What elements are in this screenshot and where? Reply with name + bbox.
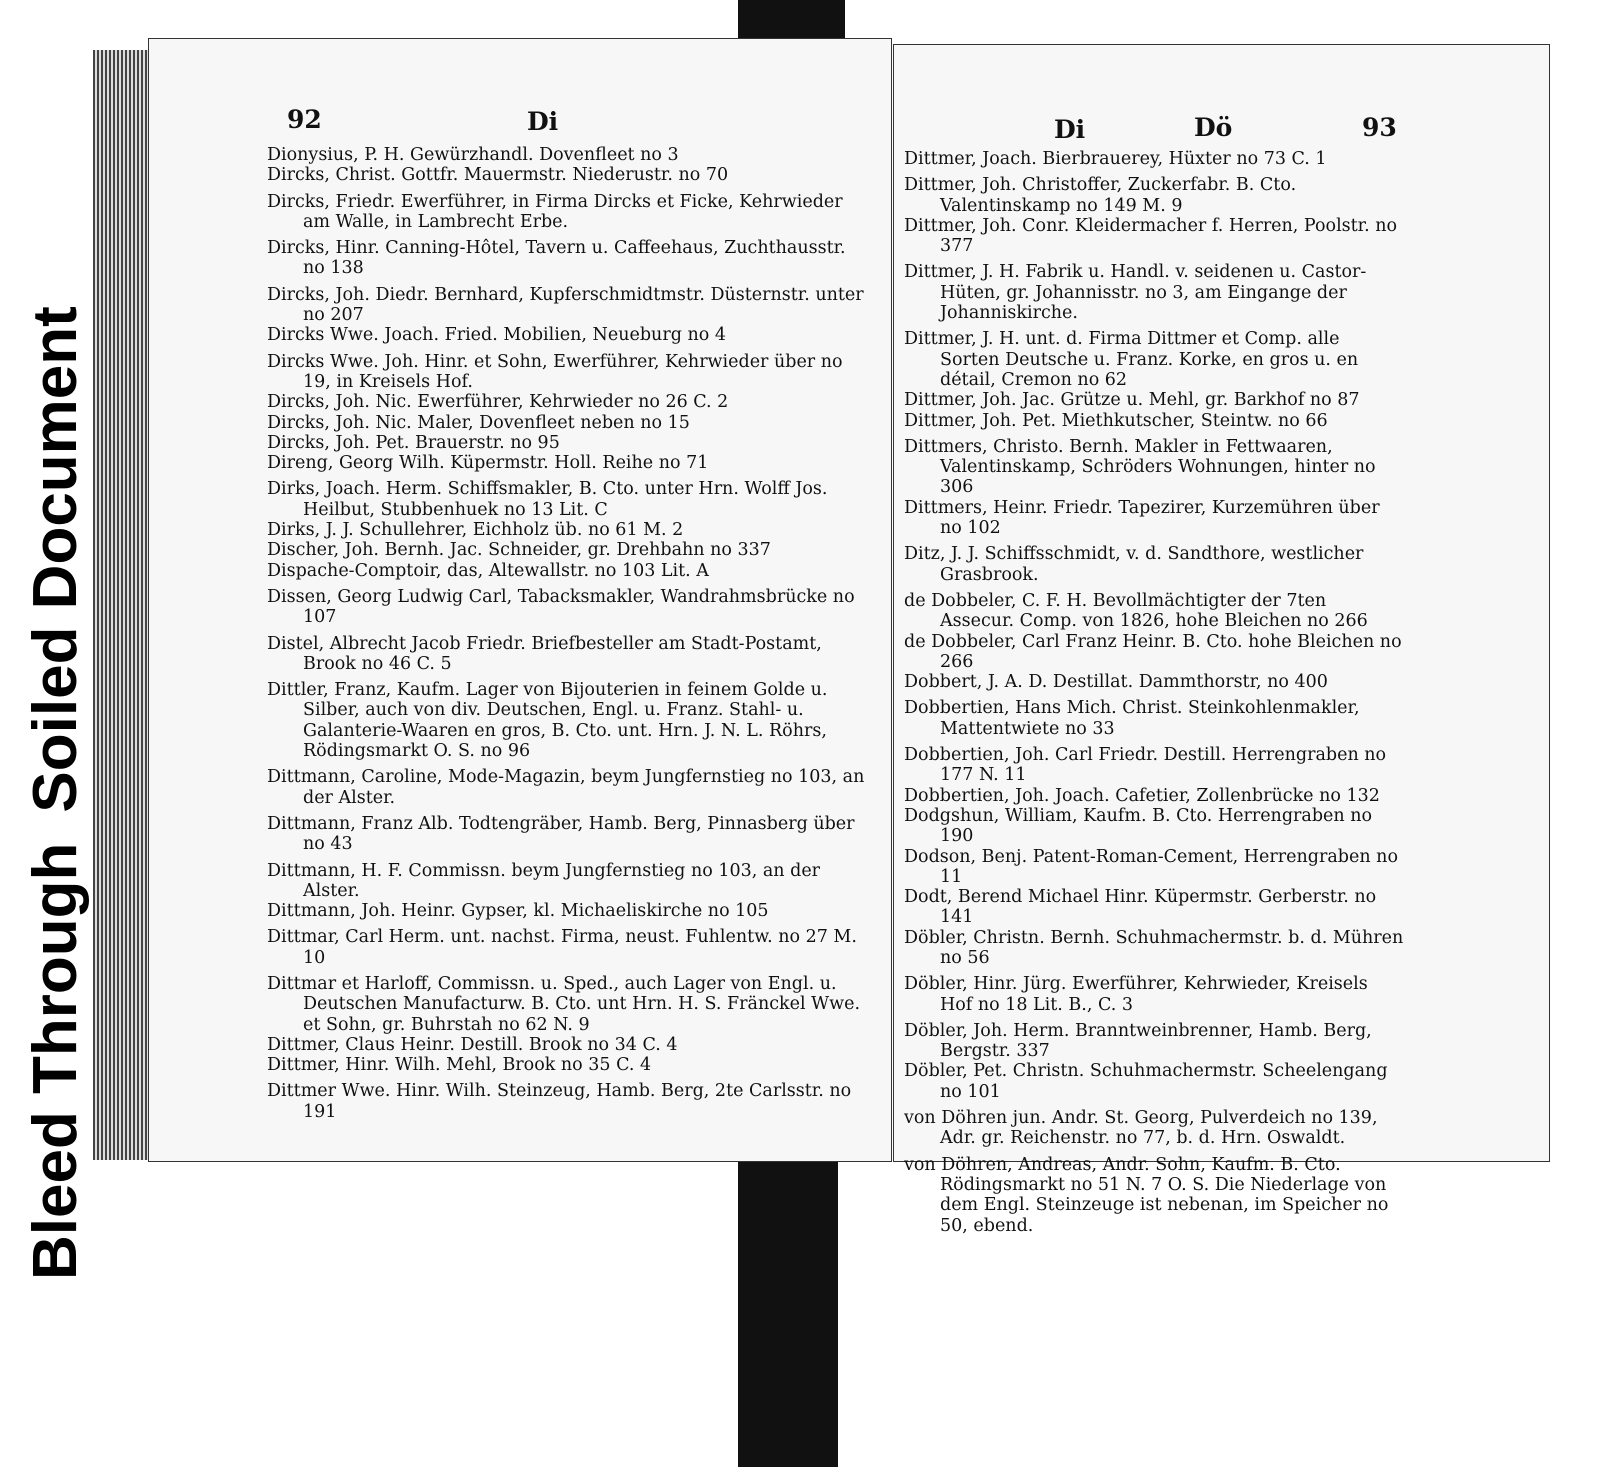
directory-entry: Dittmer, Joh. Conr. Kleidermacher f. Herren, Poolstr. no 377: [904, 215, 1398, 257]
open-book: [93, 38, 1453, 1236]
directory-entry: Dirks, Joach. Herm. Schiffsmakler, B. Cto. unter Hrn. Wolff Jos. Heilbut, Stubbenhuek no 13 Lit. C: [267, 479, 828, 520]
directory-entry: Dobbertien, Hans Mich. Christ. Steinkohlenmakler, Mattentwiete no 33: [904, 698, 1360, 739]
directory-entry: Dittmer, Joach. Bierbrauerey, Hüxter no 73 C. 1: [904, 149, 1327, 169]
directory-entry: Dittmer, J. H. unt. d. Firma Dittmer et Comp. alle Sorten Deutsche u. Franz. Korke, en gros u. en détail, Cremon no 62: [904, 329, 1359, 390]
directory-entry: Dodson, Benj. Patent-Roman-Cement, Herrengraben no 11: [904, 846, 1398, 887]
directory-entry: Dobbert, J. A. D. Destillat. Dammthorstr, no 400: [904, 672, 1328, 693]
directory-entry: Dittmann, H. F. Commissn. beym Jungfernstieg no 103, an der Alster.: [267, 860, 821, 901]
directory-entry: Dircks Wwe. Joach. Fried. Mobilien, Neueburg no 4: [267, 325, 726, 346]
directory-entry: Dittmer Wwe. Hinr. Wilh. Steinzeug, Hamb. Berg, 2te Carlsstr. no 191: [267, 1081, 852, 1122]
directory-entry: Dittmer, Hinr. Wilh. Mehl, Brook no 35 C. 4: [267, 1055, 652, 1076]
running-heading-right: Dö: [1194, 113, 1233, 142]
directory-entry: Dittmer, Joh. Jac. Grütze u. Mehl, gr. Barkhof no 87: [904, 390, 1360, 411]
directory-entry: Döbler, Hinr. Jürg. Ewerführer, Kehrwieder, Kreisels Hof no 18 Lit. B., C. 3: [904, 974, 1368, 1015]
directory-entry: Distel, Albrecht Jacob Friedr. Briefbesteller am Stadt-Postamt, Brook no 46 C. 5: [267, 633, 822, 674]
directory-entry: Dircks, Joh. Nic. Maler, Dovenfleet neben no 15: [267, 412, 690, 433]
directory-entry: Dittmer, J. H. Fabrik u. Handl. v. seidenen u. Castor-Hüten, gr. Johannisstr. no 3, am Eingange der Johanniskirche.: [904, 262, 1367, 324]
page-number: 93: [1362, 113, 1397, 142]
directory-entry: Döbler, Christn. Bernh. Schuhmachermstr. b. d. Mühren no 56: [904, 927, 1404, 968]
directory-entry: von Döhren, Andreas, Andr. Sohn, Kaufm. B. Cto. Rödingsmarkt no 51 N. 7 O. S. Die Niederlage von dem Engl. Steinzeuge ist nebenan, im Speicher no 50, ebend.: [904, 1154, 1389, 1236]
directory-entry: de Dobbeler, Carl Franz Heinr. B. Cto. hohe Bleichen no 266: [904, 631, 1402, 672]
stamp-text-soiled-document: Soiled Document: [21, 306, 90, 813]
directory-entry: Dircks Wwe. Joh. Hinr. et Sohn, Ewerführer, Kehrwieder über no 19, in Kreisels Hof.: [267, 351, 843, 392]
directory-entry: Döbler, Joh. Herm. Branntweinbrenner, Hamb. Berg, Bergstr. 337: [904, 1020, 1372, 1062]
directory-entry: Dittmers, Christo. Bernh. Makler in Fettwaaren, Valentinskamp, Schröders Wohnungen, hinter no 306: [904, 436, 1376, 498]
directory-entry: Discher, Joh. Bernh. Jac. Schneider, gr. Drehbahn no 337: [267, 540, 771, 561]
directory-entry: Dircks, Joh. Nic. Ewerführer, Kehrwieder no 26 C. 2: [267, 392, 729, 413]
directory-entry: Dittmer, Claus Heinr. Destill. Brook no 34 C. 4: [267, 1034, 678, 1055]
running-heading-left: Di: [1054, 115, 1086, 144]
directory-entry: de Dobbeler, C. F. H. Bevollmächtigter der 7ten Assecur. Comp. von 1826, hohe Bleichen no 266: [904, 590, 1368, 632]
directory-entry: Dittmer, Joh. Christoffer, Zuckerfabr. B. Cto. Valentinskamp no 149 M. 9: [904, 175, 1297, 216]
directory-entry: Dittmar et Harloff, Commissn. u. Sped., auch Lager von Engl. u. Deutschen Manufacturw. B. Cto. unt Hrn. H. S. Fränckel Wwe. et Sohn, gr. Buhrstah no 62 N. 9: [267, 973, 861, 1035]
page-edges: [93, 50, 153, 1160]
directory-entry: Ditz, J. J. Schiffsschmidt, v. d. Sandthore, westlicher Grasbrook.: [904, 544, 1364, 585]
directory-entry: Dirks, J. J. Schullehrer, Eichholz üb. no 61 M. 2: [267, 520, 684, 541]
directory-entry: Dittmer, Joh. Pet. Miethkutscher, Steintw. no 66: [904, 410, 1328, 431]
directory-entry: Dircks, Joh. Diedr. Bernhard, Kupferschmidtmstr. Düsternstr. unter no 207: [267, 284, 864, 326]
directory-entry: Dissen, Georg Ludwig Carl, Tabacksmakler, Wandrahmsbrücke no 107: [267, 586, 855, 628]
directory-entry: Dionysius, P. H. Gewürzhandl. Dovenfleet no 3: [267, 145, 679, 165]
directory-entry: Dodt, Berend Michael Hinr. Küpermstr. Gerberstr. no 141: [904, 887, 1377, 928]
right-page: [893, 44, 1550, 1236]
directory-entry: Dittmers, Heinr. Friedr. Tapezirer, Kurzemühren über no 102: [904, 497, 1380, 539]
running-heading: Di: [527, 107, 559, 136]
directory-entry: Dircks, Friedr. Ewerführer, in Firma Dircks et Ficke, Kehrwieder am Walle, in Lambrecht Erbe.: [267, 191, 843, 232]
directory-entry: Dittmann, Joh. Heinr. Gypser, kl. Michaeliskirche no 105: [267, 901, 769, 922]
bleed-through-stamp: [20, 0, 100, 1280]
directory-entry: Döbler, Pet. Christn. Schuhmachermstr. Scheelengang no 101: [904, 1061, 1388, 1102]
directory-entry: Dittler, Franz, Kaufm. Lager von Bijouterien in feinem Golde u. Silber, auch von div. Deutschen, Engl. u. Franz. Stahl- u. Galanterie-Waaren en gros, B. Cto. unt. Hrn. J. N. L. Röhrs, Rödingsmarkt O. S. no 96: [267, 680, 828, 762]
directory-entry: Dodgshun, William, Kaufm. B. Cto. Herrengraben no 190: [904, 805, 1373, 847]
directory-entry: von Döhren jun. Andr. St. Georg, Pulverdeich no 139, Adr. gr. Reichenstr. no 77, b. d. Hrn. Oswaldt.: [904, 1108, 1378, 1149]
page-number: 92: [287, 105, 322, 134]
directory-entry: Dircks, Christ. Gottfr. Mauermstr. Niederustr. no 70: [267, 165, 729, 186]
directory-entry: Direng, Georg Wilh. Küpermstr. Holl. Reihe no 71: [267, 453, 709, 474]
entries-list: [904, 149, 1404, 1236]
directory-entry: Dittmann, Franz Alb. Todtengräber, Hamb. Berg, Pinnasberg über no 43: [267, 813, 855, 855]
binding-strip-bottom: [738, 1162, 838, 1467]
directory-entry: Dittmann, Caroline, Mode-Magazin, beym Jungfernstieg no 103, an der Alster.: [267, 767, 865, 808]
directory-entry: Dittmar, Carl Herm. unt. nachst. Firma, neust. Fuhlentw. no 27 M. 10: [267, 927, 857, 968]
directory-entry: Dispache-Comptoir, das, Altewallstr. no 103 Lit. A: [267, 560, 709, 581]
entries-list: [267, 145, 867, 1122]
directory-entry: Dobbertien, Joh. Joach. Cafetier, Zollenbrücke no 132: [904, 785, 1380, 806]
stamp-text-bleed-through: Bleed Through: [21, 842, 90, 1280]
left-page: [148, 38, 892, 1162]
directory-entry: Dobbertien, Joh. Carl Friedr. Destill. Herrengraben no 177 N. 11: [904, 745, 1387, 786]
directory-entry: Dircks, Joh. Pet. Brauerstr. no 95: [267, 432, 560, 453]
directory-entry: Dircks, Hinr. Canning-Hôtel, Tavern u. Caffeehaus, Zuchthausstr. no 138: [267, 238, 846, 279]
